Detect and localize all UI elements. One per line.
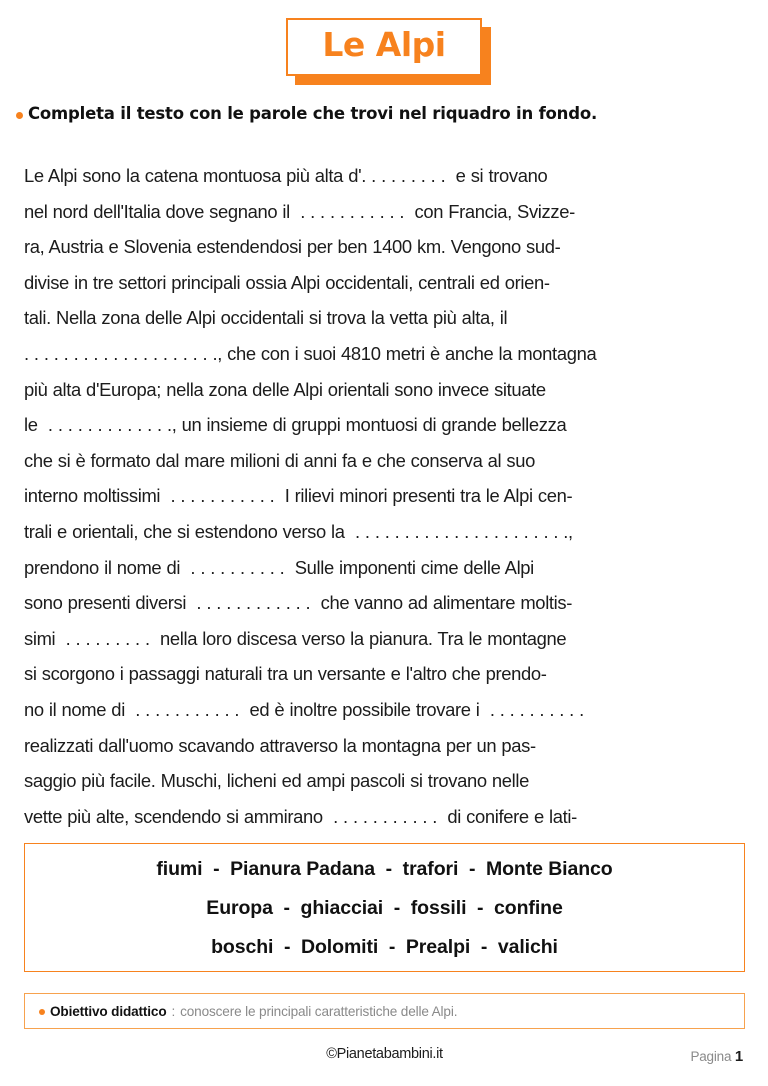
page-title: Le Alpi <box>322 25 446 64</box>
text-line: saggio più facile. Muschi, licheni ed ampi pascoli si trovano nelle <box>24 770 529 792</box>
copyright-text: ©Pianetabambini.it <box>326 1046 443 1062</box>
text-line: ra, Austria e Slovenia estendendosi per ben 1400 km. Vengono sud- <box>24 236 561 258</box>
text-line: no il nome di . . . . . . . . . . . ed è inoltre possibile trovare i . . . . . . . . . . <box>24 698 584 720</box>
word-bank-row: boschi - Dolomiti - Prealpi - valichi <box>211 935 558 958</box>
instruction-text: Completa il testo con le parole che trovi nel riquadro in fondo. <box>28 104 598 123</box>
title-box <box>286 18 481 76</box>
text-line: trali e orientali, che si estendono verso la . . . . . . . . . . . . . . . . . . . . . ., <box>24 520 573 542</box>
text-line: interno moltissimi . . . . . . . . . . . I rilievi minori presenti tra le Alpi cen- <box>24 485 573 507</box>
text-line: tali. Nella zona delle Alpi occidentali si trova la vetta più alta, il <box>24 307 508 329</box>
text-line: che si è formato dal mare milioni di anni fa e che conserva al suo <box>24 449 535 471</box>
text-line: . . . . . . . . . . . . . . . . . . . ., che con i suoi 4810 metri è anche la montagna <box>24 342 597 364</box>
page-indicator <box>690 1048 743 1065</box>
text-line: Le Alpi sono la catena montuosa più alta d'. . . . . . . . . e si trovano <box>24 165 548 186</box>
bullet-dot-icon <box>39 1009 45 1015</box>
page-footer <box>24 1046 745 1072</box>
text-line: nel nord dell'Italia dove segnano il . . . . . . . . . . . con Francia, Svizze- <box>24 200 575 222</box>
instruction-line <box>16 103 752 125</box>
text-line: le . . . . . . . . . . . . ., un insieme di gruppi montuosi di grande bellezza <box>24 414 567 436</box>
bullet-dot-icon <box>16 112 23 119</box>
text-line: si scorgono i passaggi naturali tra un versante e l'altro che prendo- <box>24 663 547 685</box>
objective-box <box>24 993 745 1029</box>
text-line: vette più alte, scendendo si ammirano . . . . . . . . . . . di conifere e lati- <box>24 805 577 827</box>
title-banner <box>0 18 768 86</box>
text-line: prendono il nome di . . . . . . . . . . Sulle imponenti cime delle Alpi <box>24 556 534 578</box>
text-line: più alta d'Europa; nella zona delle Alpi orientali sono invece situate <box>24 378 546 400</box>
text-line: simi . . . . . . . . . nella loro discesa verso la pianura. Tra le montagne <box>24 627 567 649</box>
objective-separator: : <box>171 1003 176 1019</box>
page-number: 1 <box>734 1048 743 1065</box>
word-bank-row: Europa - ghiacciai - fossili - confine <box>206 896 563 919</box>
text-line: divise in tre settori principali ossia Alpi occidentali, centrali ed orien- <box>24 271 550 293</box>
word-bank-box <box>24 843 745 972</box>
exercise-text <box>24 158 740 870</box>
text-line: realizzati dall'uomo scavando attraverso la montagna per un pas- <box>24 734 536 756</box>
objective-label: Obiettivo didattico <box>50 1003 167 1019</box>
title-box-wrapper <box>286 18 481 76</box>
text-line: sono presenti diversi . . . . . . . . . . . . che vanno ad alimentare moltis- <box>24 592 573 614</box>
objective-description: conoscere le principali caratteristiche delle Alpi. <box>180 1003 458 1019</box>
word-bank-row: fiumi - Pianura Padana - trafori - Monte Bianco <box>156 857 613 880</box>
page-label: Pagina <box>690 1049 732 1064</box>
